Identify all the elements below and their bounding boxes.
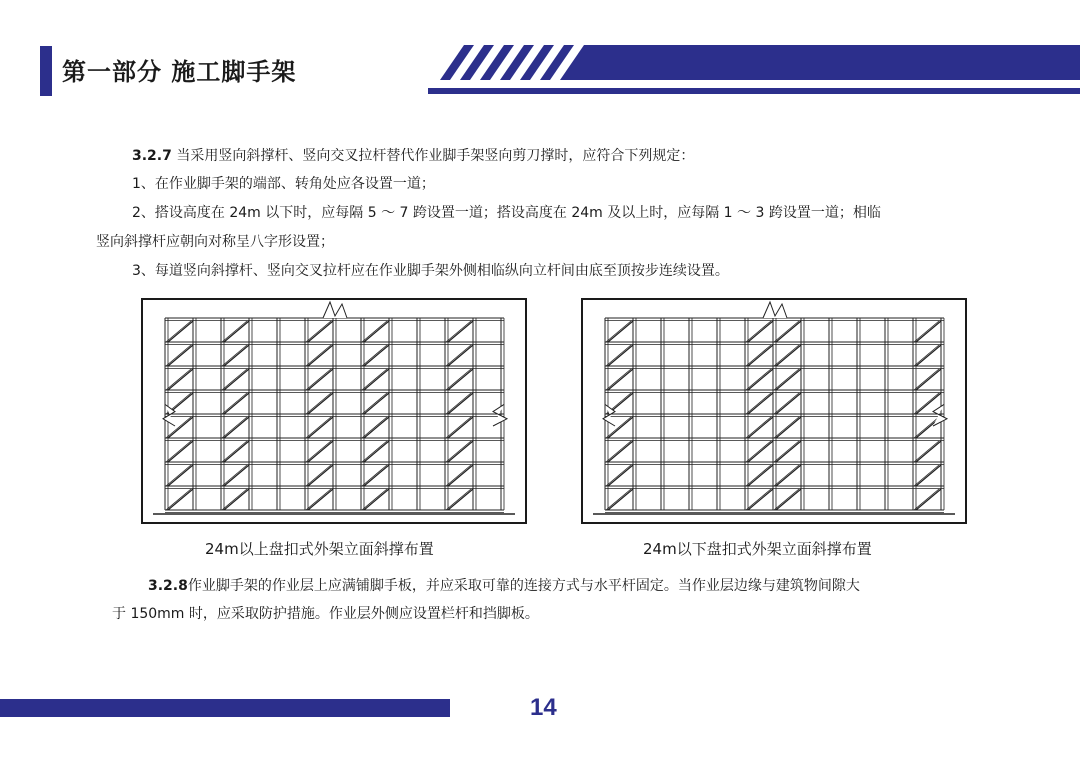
clause-3-2-8-line-2: 于 150mm 时，应采取防护措施。作业层外侧应设置栏杆和挡脚板。 — [112, 606, 539, 622]
header-stripe-decoration — [420, 40, 1080, 98]
figure-caption-right: 24m以下盘扣式外架立面斜撑布置 — [643, 540, 872, 558]
page-header — [0, 0, 1080, 100]
clause-number: 3.2.8 — [148, 578, 188, 594]
clause-item-2-line-1: 2、搭设高度在 24m 以下时，应每隔 5 ～ 7 跨设置一道；搭设高度在 24m 及以上时，应每隔 1 ～ 3 跨设置一道；相临 — [132, 205, 881, 221]
clause-item-3: 3、每道竖向斜撑杆、竖向交叉拉杆应在作业脚手架外侧相临纵向立杆间由底至顶按步连续设置。 — [132, 263, 729, 279]
clause-item-1: 1、在作业脚手架的端部、转角处应各设置一道； — [132, 176, 435, 192]
scaffold-drawing-left — [143, 300, 525, 522]
clause-3-2-8-line-1 — [148, 576, 860, 596]
figure-caption-left: 24m以上盘扣式外架立面斜撑布置 — [205, 540, 434, 558]
page-number: 14 — [530, 694, 557, 721]
clause-number: 3.2.7 — [132, 148, 172, 164]
clause-text: 当采用竖向斜撑杆、竖向交叉拉杆替代作业脚手架竖向剪刀撑时，应符合下列规定： — [171, 148, 695, 164]
clause-item-2-line-2: 竖向斜撑杆应朝向对称呈八字形设置； — [96, 234, 334, 250]
scaffold-drawing-right — [583, 300, 965, 522]
title-accent-bar — [40, 46, 52, 96]
scaffold-elevation-above-24m — [141, 298, 527, 524]
clause-3-2-7-intro — [132, 146, 694, 166]
clause-text: 作业脚手架的作业层上应满铺脚手板，并应采取可靠的连接方式与水平杆固定。当作业层边缘与建筑物间隙大 — [187, 578, 860, 594]
scaffold-elevation-below-24m — [581, 298, 967, 524]
footer-accent-bar — [0, 699, 450, 717]
page-title: 第一部分 施工脚手架 — [62, 58, 297, 86]
